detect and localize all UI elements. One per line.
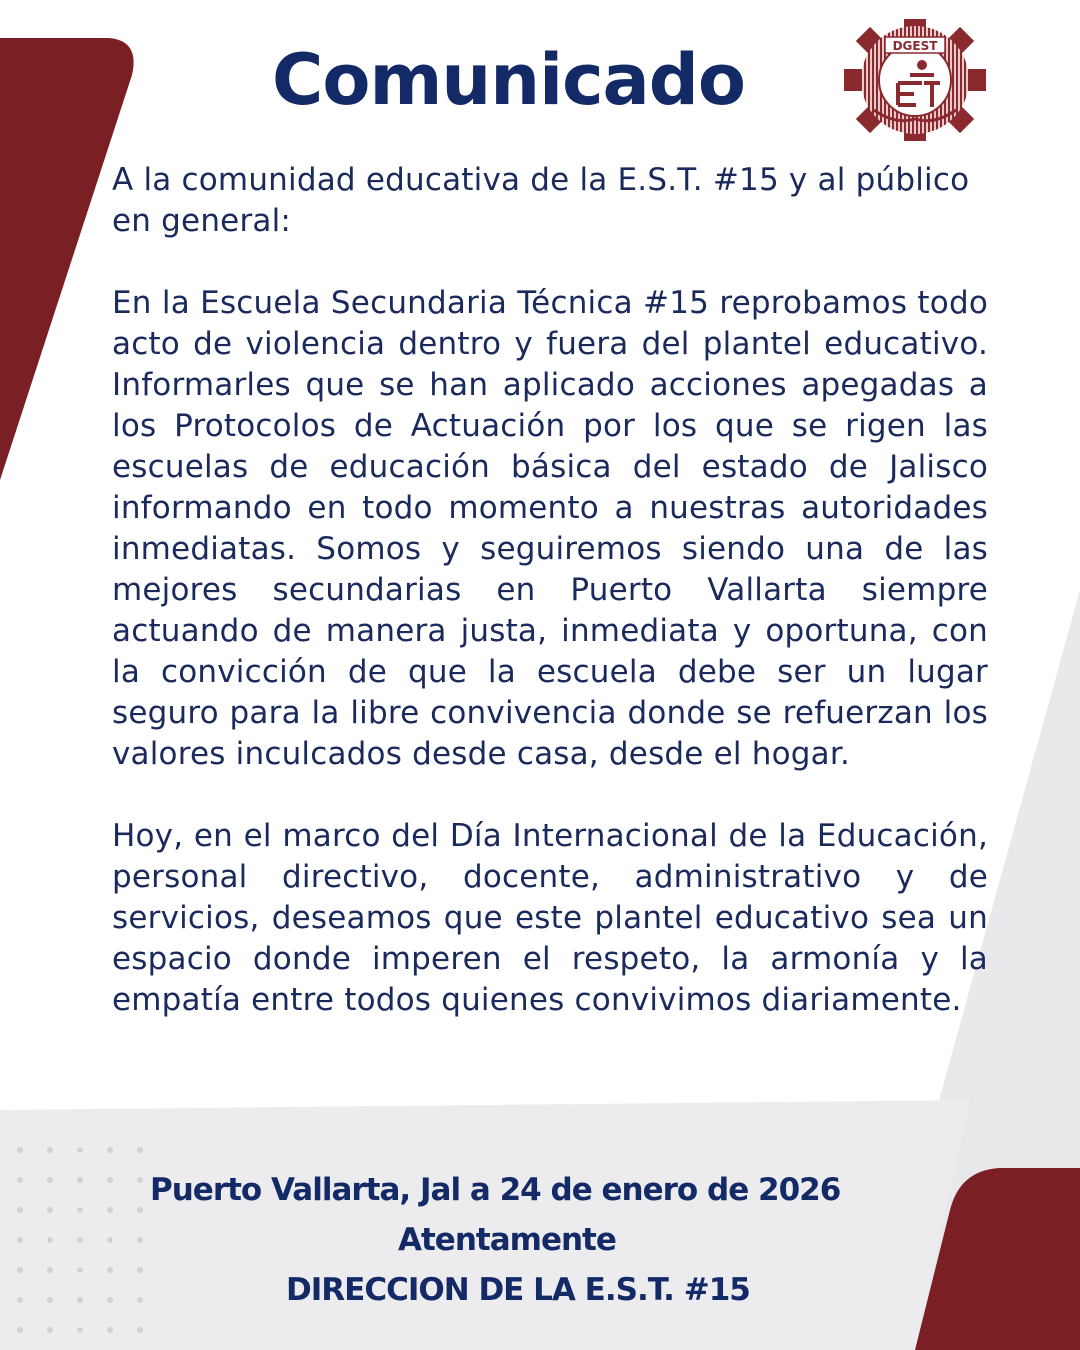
paragraph-1: En la Escuela Secundaria Técnica #15 reprobamos todo acto de violencia dentro y fuera del plantel educativo. Informarles que se han aplicado acciones apegadas a los Protocolos de Actuación por los que se rigen las escuelas de educación básica del estado de Jalisco informando en todo momento a nuestras autoridades inmediatas. Somos y seguiremos siendo una de las mejores secundarias en Puerto Vallarta siempre actuando de manera justa, inmediata y oportuna, con la convicción de que la escuela debe ser un lugar seguro para la libre convivencia donde se refuerzan los valores inculcados desde casa, desde el hogar. — [112, 285, 988, 772]
place-date: Puerto Vallarta, Jal a 24 de enero de 2026 — [150, 1172, 841, 1208]
regards: Atentamente — [398, 1222, 616, 1258]
letter-body — [112, 160, 988, 1021]
logo-text: DGEST — [892, 39, 938, 53]
closing-block — [0, 1165, 1080, 1315]
dgest-logo-icon — [840, 15, 990, 145]
greeting: A la comunidad educativa de la E.S.T. #15 y al público en general: — [112, 162, 970, 239]
paragraph-2: Hoy, en el marco del Día Internacional de la Educación, personal directivo, docente, administrativo y de servicios, deseamos que este plantel educativo sea un espacio donde imperen el respeto, la armonía y la empatía entre todos quienes convivimos diariamente. — [112, 818, 988, 1018]
page-title: Comunicado — [272, 39, 745, 121]
signature: DIRECCION DE LA E.S.T. #15 — [286, 1272, 750, 1308]
